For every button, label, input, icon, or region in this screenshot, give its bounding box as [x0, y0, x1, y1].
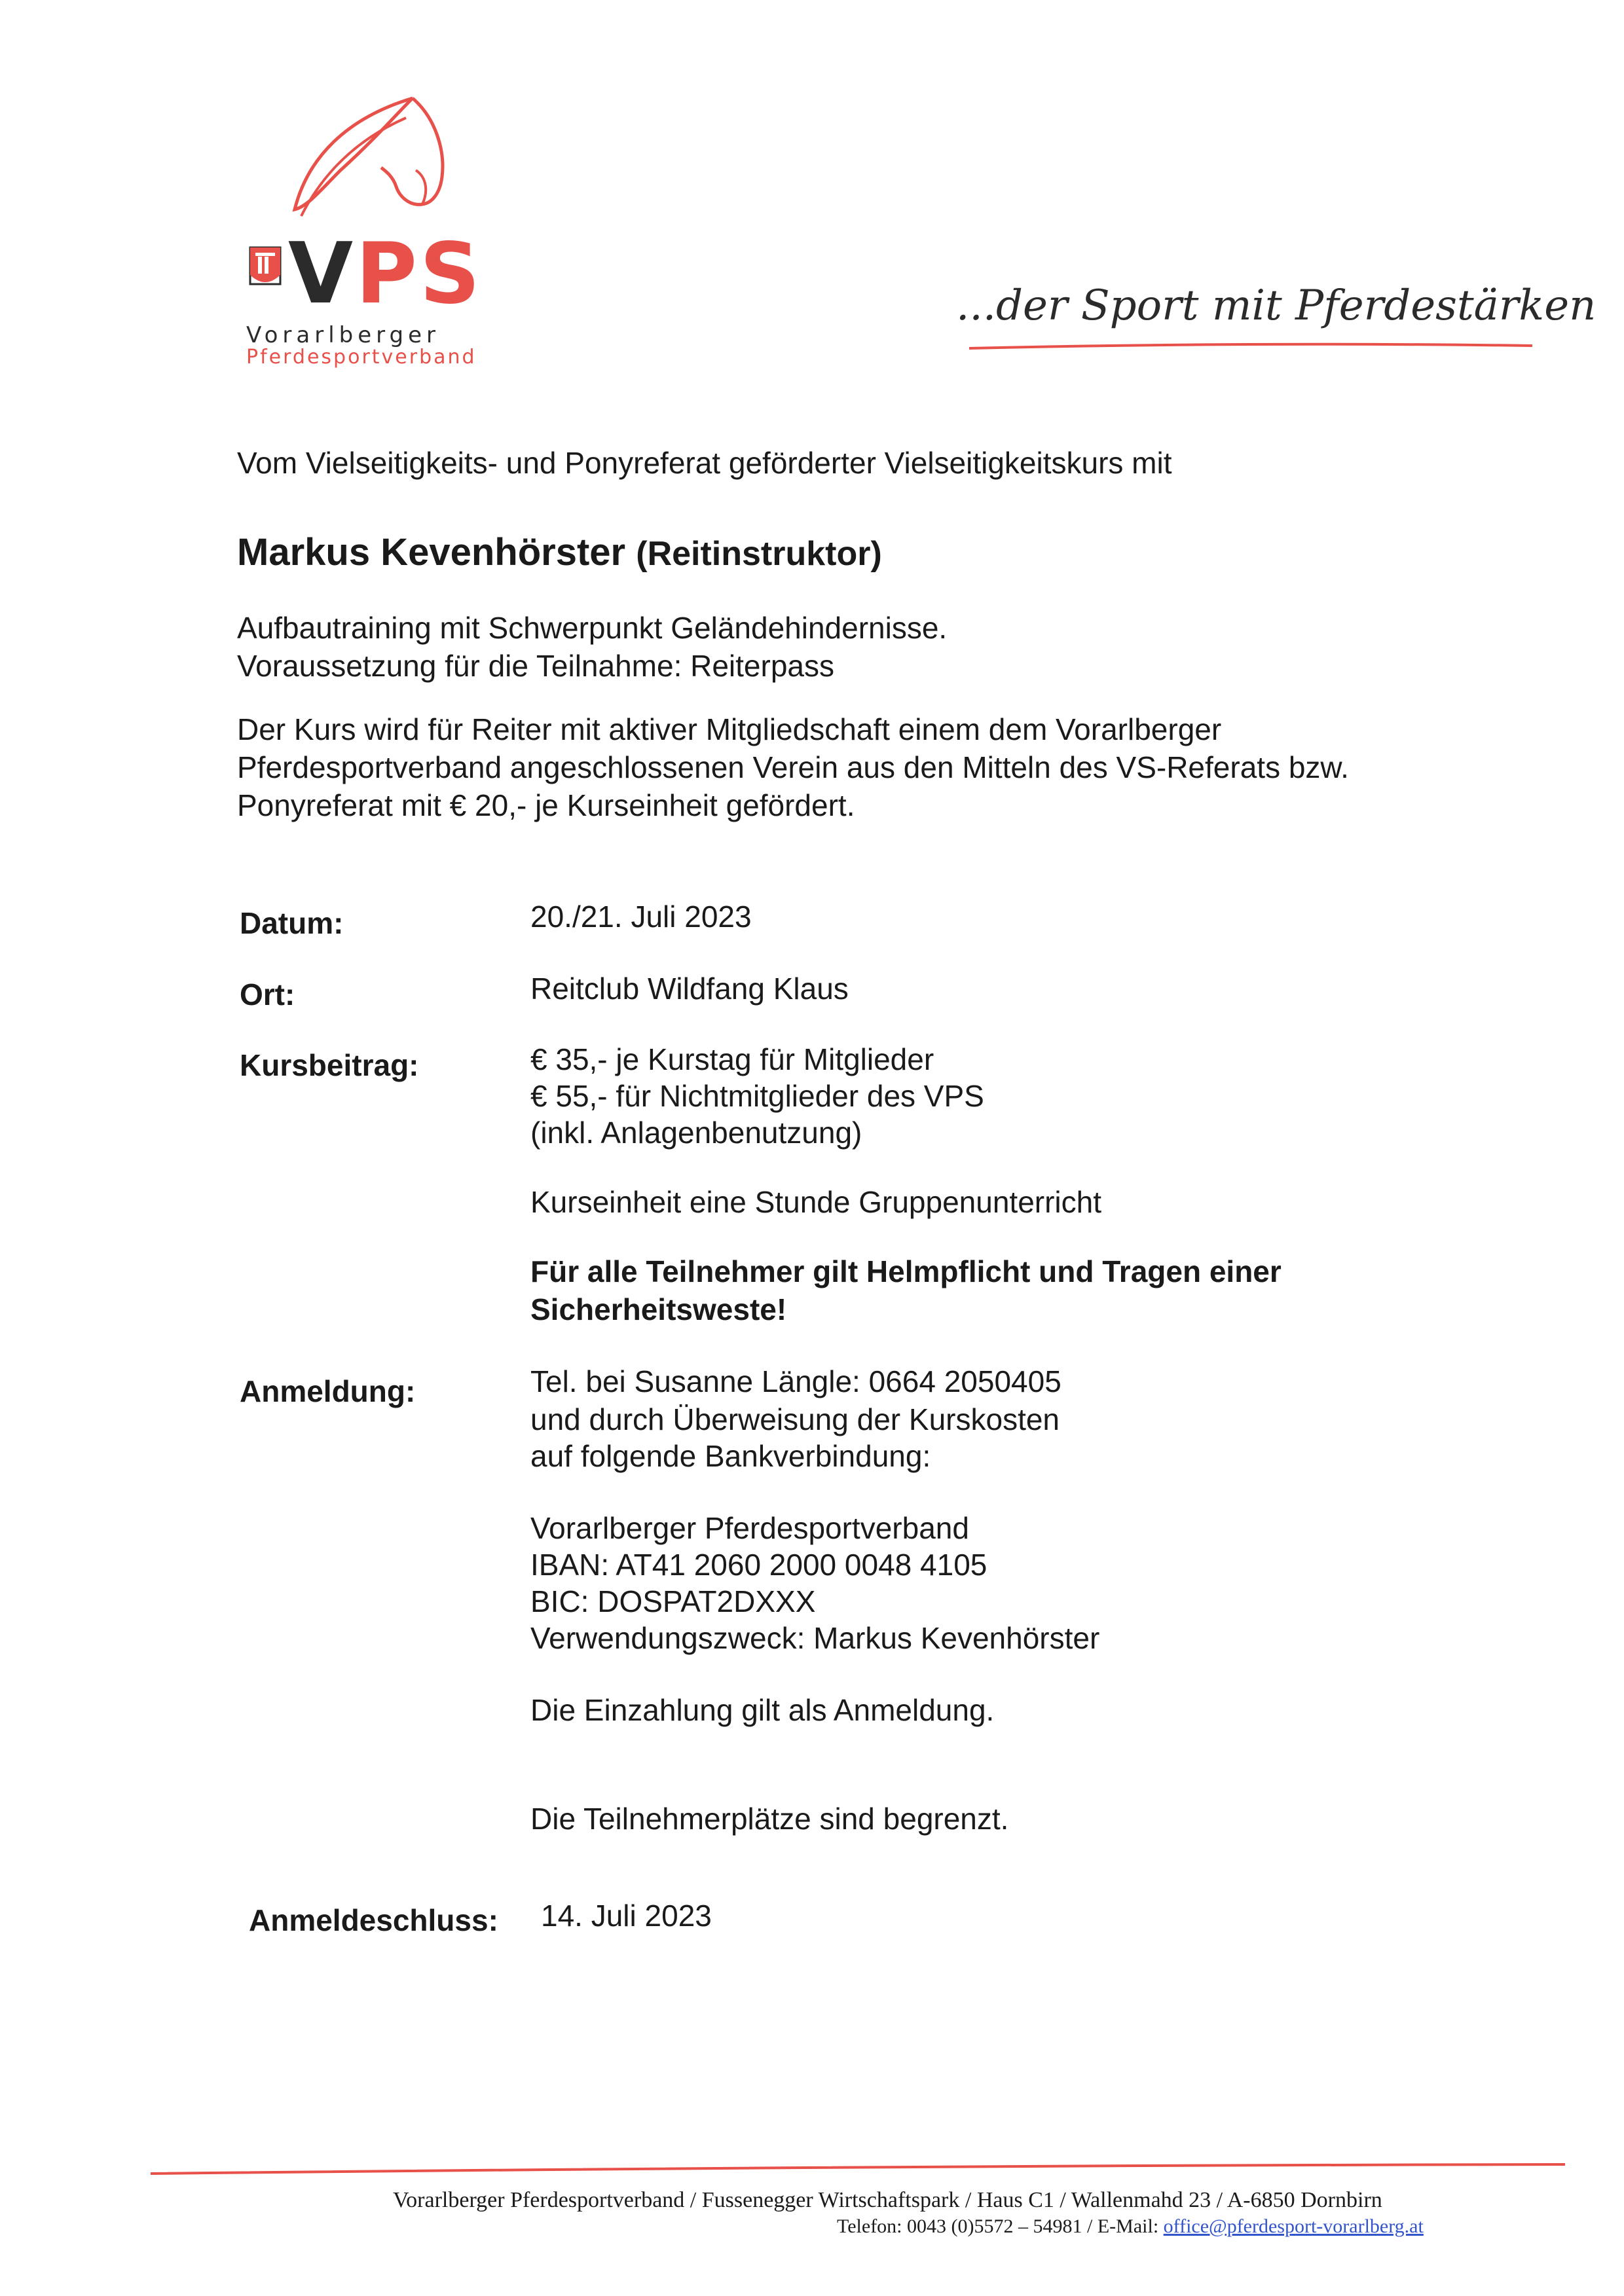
bank-line-1: Vorarlberger Pferdesportverband: [530, 1511, 969, 1545]
funding-line-1: Der Kurs wird für Reiter mit aktiver Mitgliedschaft einem dem Vorarlberger: [237, 712, 1222, 746]
registration-label: Anmeldung:: [240, 1374, 416, 1408]
registration-line-3: auf folgende Bankverbindung:: [530, 1439, 931, 1473]
fee-line-1: € 35,- je Kurstag für Mitglieder: [530, 1042, 934, 1076]
fee-line-2: € 55,- für Nichtmitglieder des VPS: [530, 1079, 984, 1113]
payment-note: Die Einzahlung gilt als Anmeldung.: [530, 1693, 995, 1727]
logo-v: V: [288, 225, 356, 323]
fee-label: Kursbeitrag:: [240, 1048, 419, 1082]
safety-line-1: Für alle Teilnehmer gilt Helmpflicht und Tragen einer: [530, 1254, 1282, 1288]
footer-contact: [837, 2215, 1424, 2238]
instructor-role: (Reitinstruktor): [636, 535, 882, 573]
footer-phone: Telefon: 0043 (0)5572 – 54981 / E-Mail:: [837, 2215, 1164, 2237]
date-value: 20./21. Juli 2023: [530, 900, 752, 934]
logo-vps-wordmark: [288, 225, 483, 323]
description-line-1: Aufbautraining mit Schwerpunkt Geländehindernisse.: [237, 611, 948, 645]
date-label: Datum:: [240, 906, 344, 940]
registration-line-2: und durch Überweisung der Kurskosten: [530, 1402, 1060, 1436]
footer-address: Vorarlberger Pferdesportverband / Fussenegger Wirtschaftspark / Haus C1 / Wallenmahd 23 / A-6850 Dornbirn: [393, 2188, 1382, 2212]
deadline-label: Anmeldeschluss:: [249, 1903, 498, 1937]
place-value: Reitclub Wildfang Klaus: [530, 972, 849, 1006]
intro-text: Vom Vielseitigkeits- und Ponyreferat geförderter Vielseitigkeitskurs mit: [237, 446, 1172, 480]
deadline-value: 14. Juli 2023: [541, 1899, 712, 1933]
funding-line-2: Pferdesportverband angeschlossenen Verein aus den Mitteln des VS-Referats bzw.: [237, 750, 1349, 784]
bank-iban: IBAN: AT41 2060 2000 0048 4105: [530, 1548, 987, 1582]
slogan: ...der Sport mit Pferdestärken: [956, 282, 1596, 330]
footer-divider: [151, 2160, 1565, 2180]
footer-email-link[interactable]: office@pferdesport-vorarlberg.at: [1163, 2215, 1424, 2237]
fee-line-3: (inkl. Anlagenbenutzung): [530, 1116, 862, 1150]
registration-line-1: Tel. bei Susanne Längle: 0664 2050405: [530, 1364, 1061, 1398]
bank-bic: BIC: DOSPAT2DXXX: [530, 1584, 816, 1618]
instructor-title: [237, 530, 882, 574]
logo-ps: PS: [356, 225, 483, 323]
safety-line-2: Sicherheitsweste!: [530, 1292, 787, 1326]
unit-note: Kurseinheit eine Stunde Gruppenunterricht: [530, 1185, 1102, 1219]
slogan-underline: [969, 340, 1532, 367]
funding-line-3: Ponyreferat mit € 20,- je Kurseinheit gefördert.: [237, 788, 855, 822]
bank-reference: Verwendungszweck: Markus Kevenhörster: [530, 1621, 1100, 1655]
instructor-name: Markus Kevenhörster: [237, 531, 626, 574]
logo-subtitle-2: Pferdesportverband: [246, 346, 477, 369]
limit-note: Die Teilnehmerplätze sind begrenzt.: [530, 1802, 1009, 1836]
description-line-2: Voraussetzung für die Teilnahme: Reiterpass: [237, 649, 835, 683]
place-label: Ort:: [240, 977, 295, 1011]
coat-of-arms-icon: [250, 247, 280, 284]
logo-subtitle-1: Vorarlberger: [246, 322, 441, 348]
